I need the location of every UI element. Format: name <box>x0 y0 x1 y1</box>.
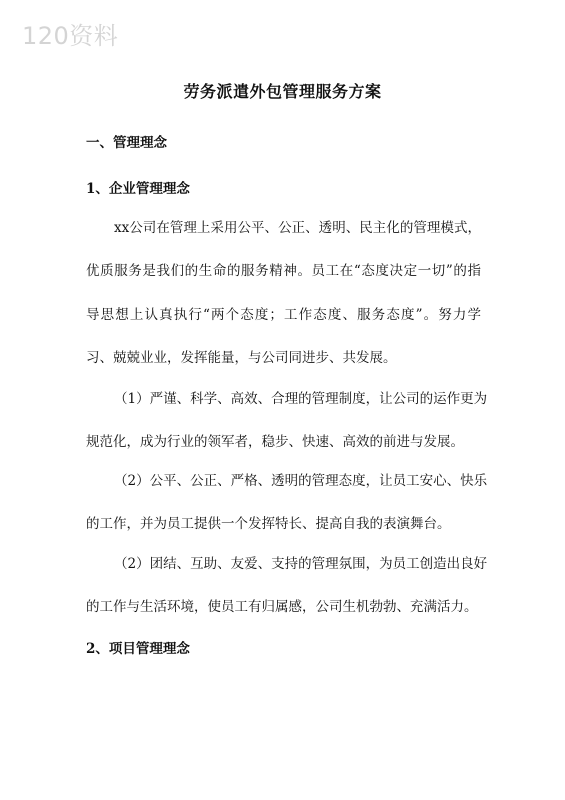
paragraph-line: 规范化，成为行业的领军者，稳步、快速、高效的前进与发展。 <box>86 434 464 450</box>
paragraph-line: 的工作与生活环境，使员工有归属感，公司生机勃勃、充满活力。 <box>86 599 478 615</box>
paragraph-line: （1）严谨、科学、高效、合理的管理制度，让公司的运作更为 <box>114 391 488 407</box>
paragraph-line: 导思想上认真执行“两个态度；工作态度、服务态度”。努力学 <box>86 307 481 323</box>
watermark-logo: 120资料 <box>22 22 119 50</box>
paragraph-line: （2）团结、互助、友爱、支持的管理氛围，为员工创造出良好 <box>114 556 488 572</box>
paragraph-line: （2）公平、公正、严格、透明的管理态度，让员工安心、快乐 <box>114 473 488 489</box>
section-heading-management-philosophy: 一、管理理念 <box>86 135 167 151</box>
paragraph-line: 优质服务是我们的生命的服务精神。员工在“态度决定一切”的指 <box>86 263 481 279</box>
paragraph-line: xx公司在管理上采用公平、公正、透明、民主化的管理模式， <box>114 220 481 236</box>
paragraph-line: 习、兢兢业业，发挥能量，与公司同进步、共发展。 <box>86 350 397 366</box>
subsection-heading-project-management: 2、项目管理理念 <box>86 641 190 657</box>
document-title: 劳务派遣外包管理服务方案 <box>183 82 382 101</box>
subsection-heading-enterprise-management: 1、企业管理理念 <box>86 181 190 197</box>
paragraph-line: 的工作，并为员工提供一个发挥特长、提高自我的表演舞台。 <box>86 516 451 532</box>
